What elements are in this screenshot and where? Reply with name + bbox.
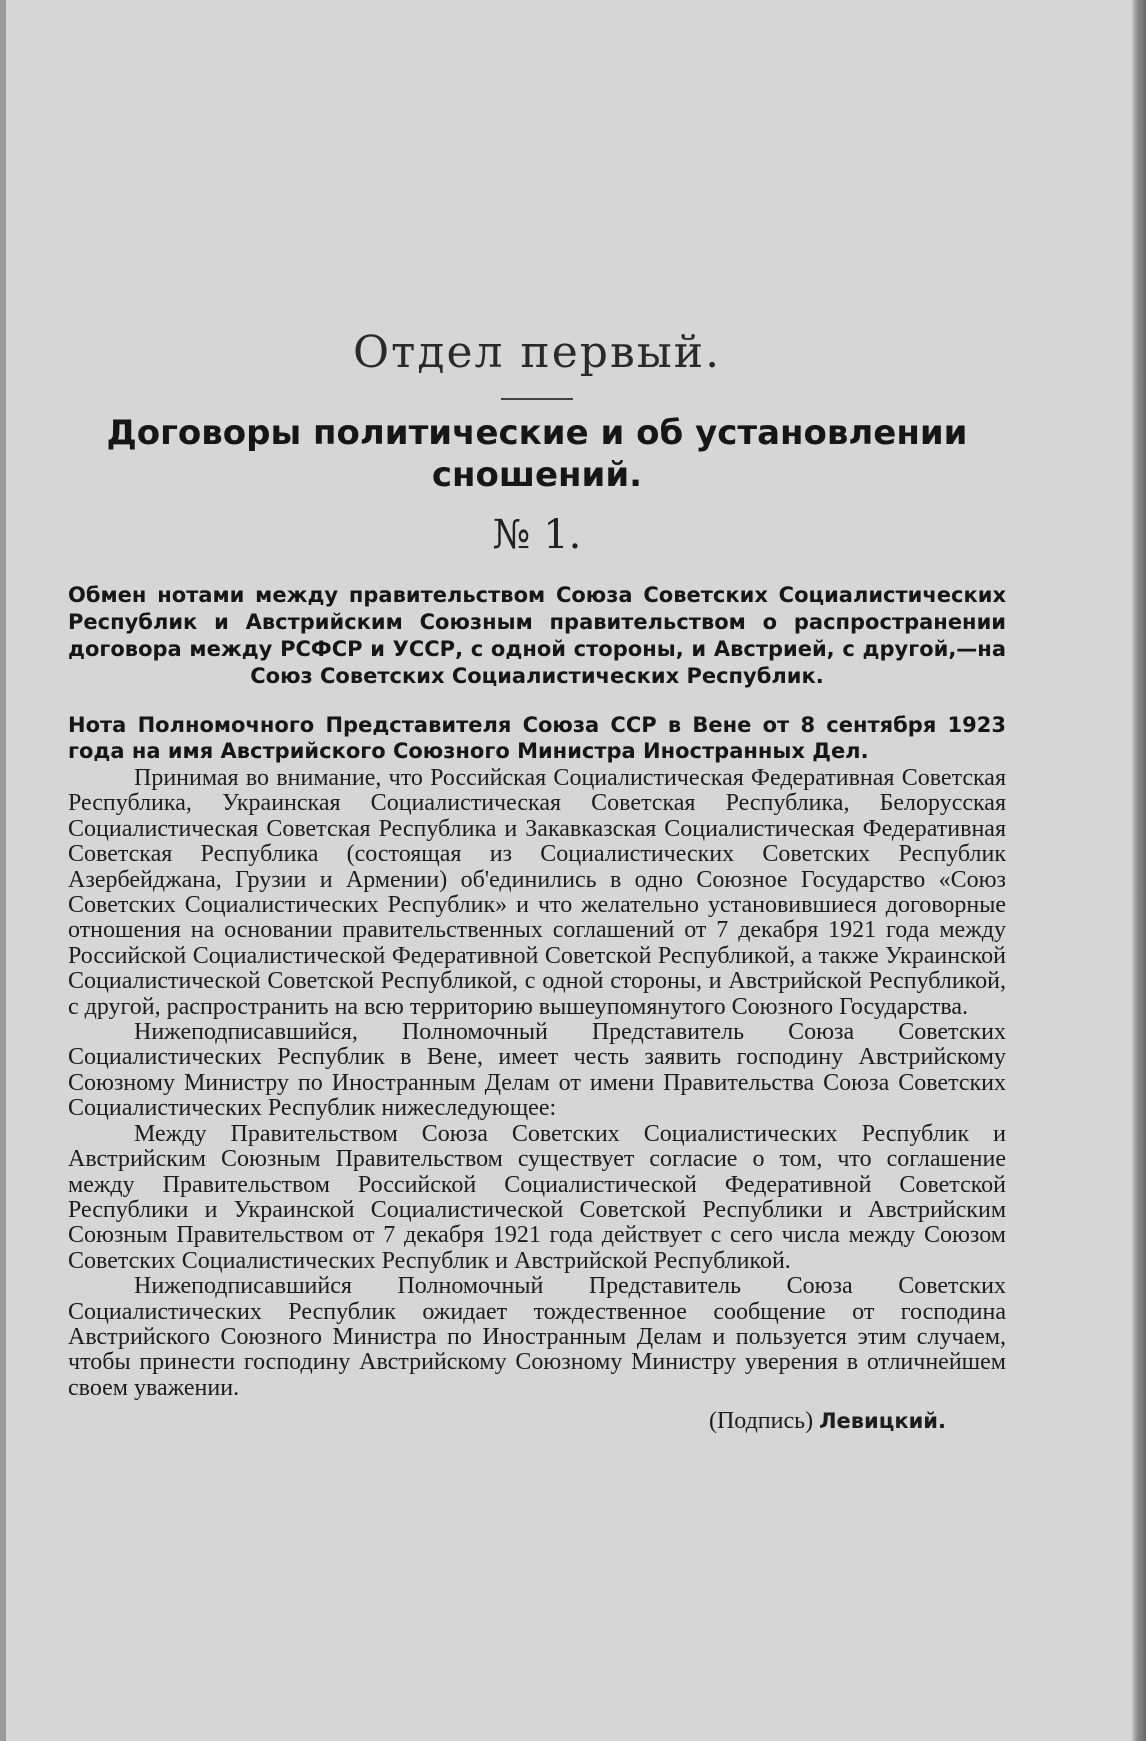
- note-title: Нота Полномочного Представителя Союза ССР в Вене от 8 сентября 1923 года на имя Австрийского Союзного Министра Иностранных Дел.: [68, 713, 1006, 763]
- signature-label: (Подпись): [708, 1408, 814, 1435]
- paragraph: Принимая во внимание, что Российская Социалистическая Федеративная Советская Республика, Украинская Социалистическая Советская Республика, Белорусская Социалистическая Советская Республика и Закавказская Социалистическая Федеративная Советская Республика (состоящая из Социалистических Советских Республик Азербейджана, Грузии и Армении) об'единились в одно Союзное Государство «Союз Советских Социалистических Республик» и что желательно установившиеся договорные отношения на основании правительственных соглашений от 7 декабря 1921 года между Российской Социалистической Федеративной Советской Республикой, а также Украинской Социалистической Советской Республикой, с одной стороны, и Австрийской Республикой, с другой, распространить на всю территорию вышеупомянутого Союзного Государства.: [68, 765, 1006, 1020]
- signature-line: [68, 1405, 1006, 1437]
- chapter-heading: Договоры политические и об установлении сношений.: [106, 413, 968, 495]
- paragraph: Нижеподписавшийся Полномочный Представитель Союза Советских Социалистических Республик ожидает тождественное сообщение от господина Австрийского Союзного Министра по Иностранным Делам и пользуется этим случаем, чтобы принести господину Австрийскому Союзному Министру уверения в отличнейшем своем уважении.: [68, 1273, 1006, 1401]
- page-left-edge: [0, 0, 6, 1741]
- paragraph: Между Правительством Союза Советских Социалистических Республик и Австрийским Союзным Правительством существует согласие о том, что соглашение между Правительством Российской Социалистической Федеративной Советской Республики и Украинской Социалистической Советской Республики и Австрийским Союзным Правительством от 7 декабря 1921 года действует с сего числа между Союзом Советских Социалистических Республик и Австрийской Республикой.: [68, 1120, 1006, 1274]
- page-right-edge: [1132, 0, 1146, 1741]
- page-content: [68, 318, 1006, 1437]
- paragraph: Нижеподписавшийся, Полномочный Представитель Союза Советских Социалистических Республик в Вене, имеет честь заявить господину Австрийскому Союзному Министру по Иностранным Делам от имени Правительства Союза Советских Социалистических Республик нижеследующее:: [68, 1019, 1006, 1122]
- title-divider: [501, 398, 573, 400]
- signature-name: Левицкий.: [819, 1409, 946, 1434]
- document-subheading: Обмен нотами между правительством Союза Советских Социалистических Республик и Австрийским Союзным правительством о распространении договора между РСФСР и УССР, с одной стороны, и Австрией, с другой,—на Союз Советских Социалистических Республик.: [68, 583, 1006, 688]
- section-title: Отдел первый.: [352, 327, 722, 378]
- document-number: № 1.: [492, 512, 582, 558]
